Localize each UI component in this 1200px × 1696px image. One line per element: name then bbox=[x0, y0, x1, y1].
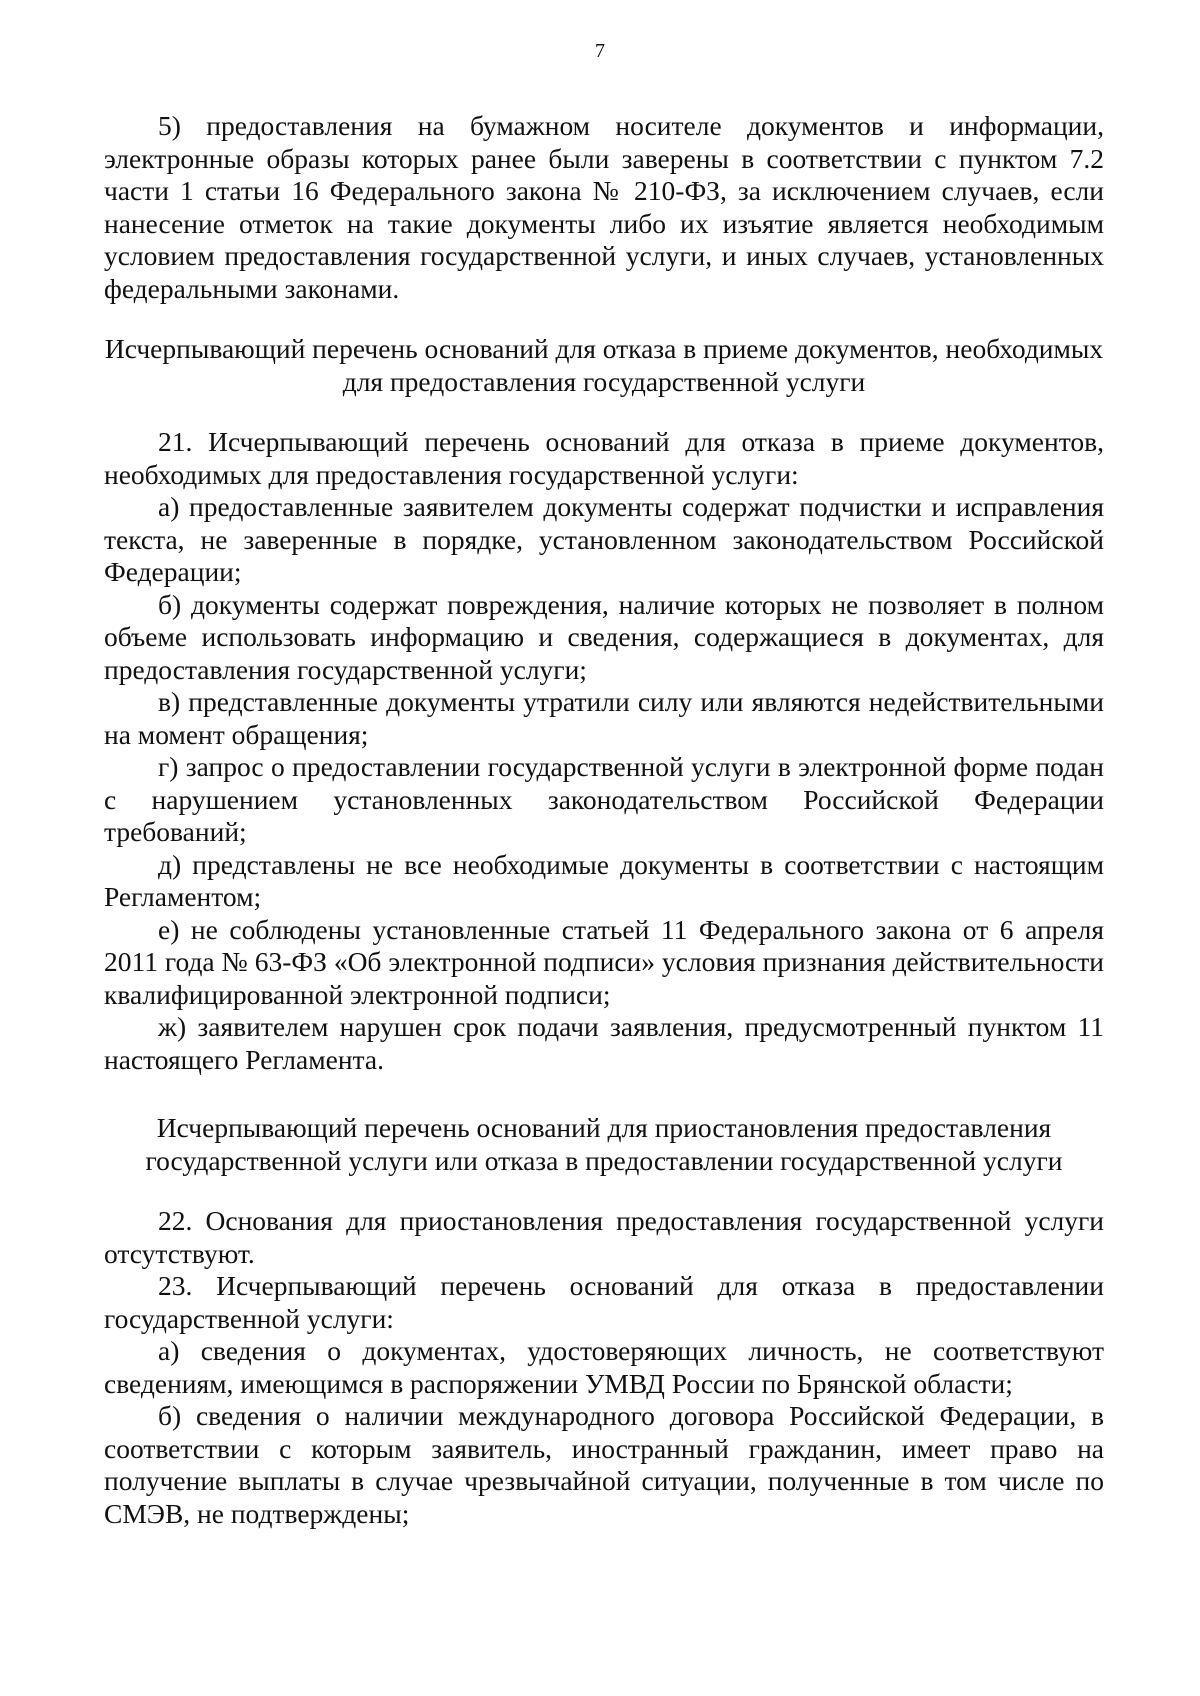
paragraph-21-e: е) не соблюдены установленные статьей 11 Федерального закона от 6 апреля 2011 года № 63-ФЗ «Об электронной подписи» условия признания действительности квалифицированной электронной подписи; bbox=[104, 913, 1104, 1010]
paragraph-23: 23. Исчерпывающий перечень оснований для отказа в предоставлении государственной услуги: bbox=[104, 1270, 1104, 1334]
paragraph-22: 22. Основания для приостановления предоставления государственной услуги отсутствуют. bbox=[104, 1205, 1104, 1269]
paragraph-21-d: д) представлены не все необходимые документы в соответствии с настоящим Регламентом; bbox=[104, 848, 1104, 912]
paragraph-21-zh: ж) заявителем нарушен срок подачи заявления, предусмотренный пунктом 11 настоящего Регламента. bbox=[104, 1011, 1104, 1075]
paragraph-21-b: б) документы содержат повреждения, наличие которых не позволяет в полном объеме использовать информацию и сведения, содержащиеся в документах, для предоставления государственной услуги; bbox=[104, 588, 1104, 685]
paragraph-23-a: а) сведения о документах, удостоверяющих личность, не соответствуют сведениям, имеющимся в распоряжении УМВД России по Брянской области; bbox=[104, 1335, 1104, 1399]
document-body bbox=[104, 110, 1104, 1530]
paragraph-21-a: а) предоставленные заявителем документы содержат подчистки и исправления текста, не заверенные в порядке, установленном законодательством Российской Федерации; bbox=[104, 491, 1104, 587]
paragraph-23-b: б) сведения о наличии международного договора Российской Федерации, в соответствии с которым заявитель, иностранный гражданин, имеет право на получение выплаты в случае чрезвычайной ситуации, полученные в том числе по СМЭВ, не подтверждены; bbox=[104, 1400, 1104, 1529]
paragraph-21-g: г) запрос о предоставлении государственной услуги в электронной форме подан с нарушением установленных законодательством Российской Федерации требований; bbox=[104, 751, 1104, 847]
paragraph-item-5: 5) предоставления на бумажном носителе документов и информации, электронные образы которых ранее были заверены в соответствии с пунктом 7.2 части 1 статьи 16 Федерального закона № 210-ФЗ, за исключением случаев, если нанесение отметок на такие документы либо их изъятие является необходимым условием предоставления государственной услуги, и иных случаев, установленных федеральными законами. bbox=[104, 110, 1104, 304]
section-heading-refusal-acceptance: Исчерпывающий перечень оснований для отказа в приеме документов, необходимых для предоставления государственной услуги bbox=[104, 333, 1104, 397]
page-number: 7 bbox=[595, 40, 605, 62]
section-heading-suspension-refusal: Исчерпывающий перечень оснований для приостановления предоставления государственной услуги или отказа в предоставлении государственной услуги bbox=[145, 1112, 1063, 1176]
paragraph-21-v: в) представленные документы утратили силу или являются недействительными на момент обращения; bbox=[104, 686, 1104, 750]
paragraph-21: 21. Исчерпывающий перечень оснований для отказа в приеме документов, необходимых для предоставления государственной услуги: bbox=[104, 426, 1104, 490]
